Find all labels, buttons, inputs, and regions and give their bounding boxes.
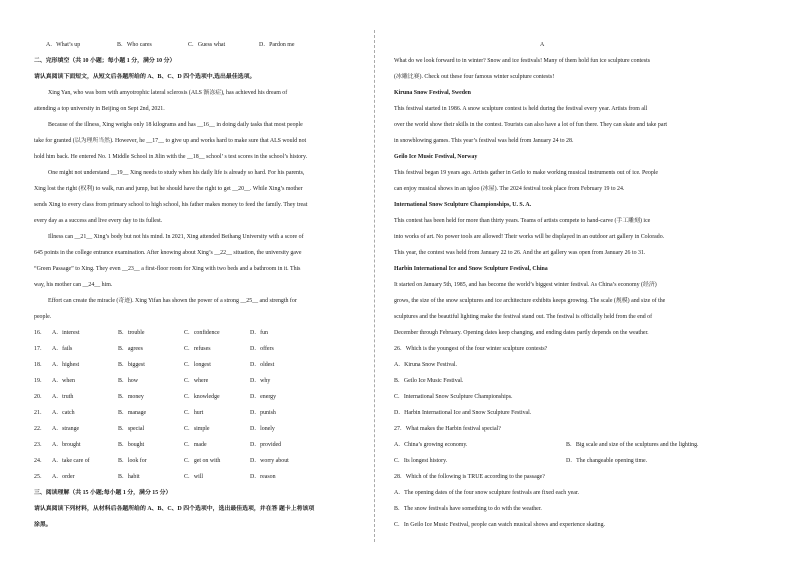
option-a: A．order	[52, 474, 75, 480]
right-column	[394, 0, 764, 562]
q26-option-d: D．Harbin International Ice and Snow Sculpture Festival.	[394, 410, 532, 416]
option-d: D．provided	[250, 442, 282, 448]
option-b: B．look for	[118, 458, 147, 464]
cloze-p3-line4: every day as a success and live every day to its fullest.	[34, 218, 163, 224]
q15-option-c: C．Guess what	[188, 42, 226, 48]
section4-line2: grows, the size of the snow sculptures and ice architecture exhibits keeps growing. The scale (规模) and size of the	[394, 298, 666, 304]
option-a: A．catch	[52, 410, 75, 416]
option-d: D．energy	[250, 394, 277, 400]
q15-option-a: A．What’s up	[46, 42, 81, 48]
section2-title: Geilo Ice Music Festival, Norway	[394, 154, 478, 160]
q27-option-a: A．China’s growing economy.	[394, 442, 468, 448]
cloze-p2-line2: take for granted (以为理所当然). However, he __17__ to give up and works hard to make sure that ALS would not	[34, 138, 307, 144]
option-a: A．strange	[52, 426, 80, 432]
section4-line4: December through February. Opening dates keep changing, and ending dates partly depends on the weather.	[394, 330, 649, 336]
q27-option-d: D．The changeable opening time.	[566, 458, 648, 464]
option-a: A．interest	[52, 330, 80, 336]
q26-option-b: B．Geilo Ice Music Festival.	[394, 378, 464, 384]
option-c: C．where	[184, 378, 209, 384]
option-d: D．worry about	[250, 458, 289, 464]
q26-option-a: A．Kiruna Snow Festival.	[394, 362, 457, 368]
option-b: B．biggest	[118, 362, 145, 368]
section4-title: Harbin International Ice and Snow Sculpture Festival, China	[394, 266, 548, 272]
option-d: D．fun	[250, 330, 268, 336]
option-number: 23．	[34, 442, 46, 448]
question-27: 27．What makes the Harbin festival special?	[394, 426, 501, 432]
option-c: C．knowledge	[184, 394, 220, 400]
option-b: B．how	[118, 378, 138, 384]
section1-line2: over the world show their skills in the contest. Tourists can also have a lot of fun there. They can skate and take part	[394, 122, 668, 128]
cloze-p3-line3: sends Xing to every class from primary school to high school, his father makes money to feed the family. They treat	[34, 202, 308, 208]
option-c: C．hurt	[184, 410, 204, 416]
section2-line1: This festival began 19 years ago. Artists gather in Geilo to make working musical instruments out of ice. People	[394, 170, 659, 176]
option-number: 24．	[34, 458, 46, 464]
option-b: B．agrees	[118, 346, 143, 352]
option-number: 25．	[34, 474, 46, 480]
reading-instruction-line1: 请认真阅读下列材料，从材料后各题所给的 A、B、C、D 四个选项中，选出最佳选项，并在答 题卡上将该项	[34, 506, 315, 512]
option-d: D．offers	[250, 346, 274, 352]
section3-title: International Snow Sculpture Championships, U. S. A.	[394, 202, 532, 208]
cloze-p2-line1: Because of the illness, Xing weighs only 18 kilograms and has __16__ in doing daily tasks that most people	[48, 122, 303, 128]
option-number: 22．	[34, 426, 46, 432]
option-number: 16．	[34, 330, 46, 336]
q27-option-c: C．Its longest history.	[394, 458, 448, 464]
cloze-p1-line1: Xing Yan, who was born with amyotrophic lateral sclerosis (ALS 渐冻症), has achieved his dream of	[48, 90, 288, 96]
option-a: A．highest	[52, 362, 80, 368]
option-c: C．refuses	[184, 346, 211, 352]
option-a: A．truth	[52, 394, 74, 400]
section2-line2: can enjoy musical shows in an igloo (冰屋). The 2024 festival took place from February 19 to 24.	[394, 186, 625, 192]
q26-option-c: C．International Snow Sculpture Championships.	[394, 394, 513, 400]
section3-line3: This year, the contest was held from January 22 to 26. And the art gallery was open from January 26 to 31.	[394, 250, 646, 256]
section4-line3: sculptures and the beautiful lighting make the festival stand out. The festival is officially held from the end of	[394, 314, 653, 320]
option-b: B．manage	[118, 410, 147, 416]
q27-option-b: B．Big scale and size of the sculptures and the lighting.	[566, 442, 699, 448]
cloze-heading: 二、完形填空（共 10 小题；每小题 1 分，满分 10 分）	[34, 58, 176, 64]
passage-intro-line2: (冰雕比赛). Check out these four famous winter sculpture contests!	[394, 74, 555, 80]
option-c: C．confidence	[184, 330, 220, 336]
section1-line1: This festival started in 1986. A snow sculpture contest is held during the festival every year. Artists from all	[394, 106, 648, 112]
question-26: 26．Which is the youngest of the four winter sculpture contests?	[394, 346, 548, 352]
option-b: B．special	[118, 426, 145, 432]
section1-line3: in snowblowing games. This year’s festival was held from January 24 to 28.	[394, 138, 574, 144]
option-c: C．will	[184, 474, 203, 480]
passage-intro-line1: What do we look forward to in winter? Snow and ice festivals! Many of them hold fun ice sculpture contests	[394, 58, 651, 64]
q15-option-b: B．Who cares	[117, 42, 152, 48]
option-d: D．oldest	[250, 362, 275, 368]
section4-line1: It started on January 5th, 1985, and has become the world’s biggest winter festival. As China’s economy (经济)	[394, 282, 657, 288]
section3-line2: into works of art. No power tools are allowed! Their works will be displayed in an outdoor art gallery in Colorado.	[394, 234, 665, 240]
option-c: C．get on with	[184, 458, 221, 464]
section3-line1: This contest has been held for more than thirty years. Teams of artists compete to hand-carve (手工雕刻) ice	[394, 218, 651, 224]
passage-label: A	[540, 42, 545, 48]
option-b: B．bought	[118, 442, 145, 448]
cloze-p4-line1: Illness can __21__ Xing’s body but not his mind. In 2021, Xing attended Beihang University with a score of	[48, 234, 304, 240]
option-b: B．habit	[118, 474, 140, 480]
left-column	[34, 0, 364, 562]
option-number: 17．	[34, 346, 46, 352]
option-d: D．punish	[250, 410, 276, 416]
option-a: A．brought	[52, 442, 81, 448]
option-d: D．lonely	[250, 426, 275, 432]
section1-title: Kiruna Snow Festival, Sweden	[394, 90, 471, 96]
q28-option-a: A．The opening dates of the four snow sculpture festivals are fixed each year.	[394, 490, 579, 496]
cloze-p5-line1: Effort can create the miracle (奇迹). Xing Yifan has shown the power of a strong __25__ and strength for	[48, 298, 297, 304]
option-a: A．when	[52, 378, 75, 384]
option-number: 20．	[34, 394, 46, 400]
q15-option-d: D．Pardon me	[259, 42, 295, 48]
cloze-p3-line1: One might not understand __19__ Xing needs to study when his daily life is already so hard. For his parents,	[48, 170, 305, 176]
question-28: 28．Which of the following is TRUE according to the passage?	[394, 474, 545, 480]
option-c: C．made	[184, 442, 207, 448]
column-divider	[374, 30, 375, 542]
cloze-p4-line2: 645 points in the college entrance examination. After knowing about Xing’s __22__ situation, the university gave	[34, 250, 302, 256]
option-number: 18．	[34, 362, 46, 368]
cloze-p1-line2: attending a top university in Beijing on Sept 2nd, 2021.	[34, 106, 165, 112]
option-number: 19．	[34, 378, 46, 384]
cloze-p4-line3: “Green Passage” to Xing. They even __23__ a first-floor room for Xing with two beds and a bathroom in it. This	[34, 266, 301, 272]
option-c: C．longest	[184, 362, 211, 368]
q28-option-c: C．In Geilo Ice Music Festival, people can watch musical shows and experience skating.	[394, 522, 606, 528]
reading-instruction-line2: 涂黑。	[34, 522, 52, 528]
reading-heading: 三、阅读理解（共 15 小题;每小题 1 分，满分 15 分）	[34, 490, 172, 496]
option-c: C．simple	[184, 426, 210, 432]
option-b: B．trouble	[118, 330, 145, 336]
option-d: D．reason	[250, 474, 276, 480]
option-d: D．why	[250, 378, 271, 384]
cloze-p4-line4: way, his mother can __24__ him.	[34, 282, 113, 288]
cloze-p5-line2: people.	[34, 314, 52, 320]
q28-option-b: B．The snow festivals have something to do with the weather.	[394, 506, 542, 512]
cloze-instruction: 请认真阅读下面短文，从短文后各题所给的 A、B、C、D 四个选项中,选出最佳选项。	[34, 74, 256, 80]
option-a: A．take care of	[52, 458, 90, 464]
option-b: B．money	[118, 394, 144, 400]
cloze-p3-line2: Xing lost the right (权利) to walk, run and jump, but he should have the right to get __20__. While Xing’s mother	[34, 186, 303, 192]
option-a: A．fails	[52, 346, 73, 352]
option-number: 21．	[34, 410, 46, 416]
cloze-p2-line3: hold him back. He entered No. 1 Middle School in Jilin with the __18__ school’ s test scores in the school’s history.	[34, 154, 308, 160]
